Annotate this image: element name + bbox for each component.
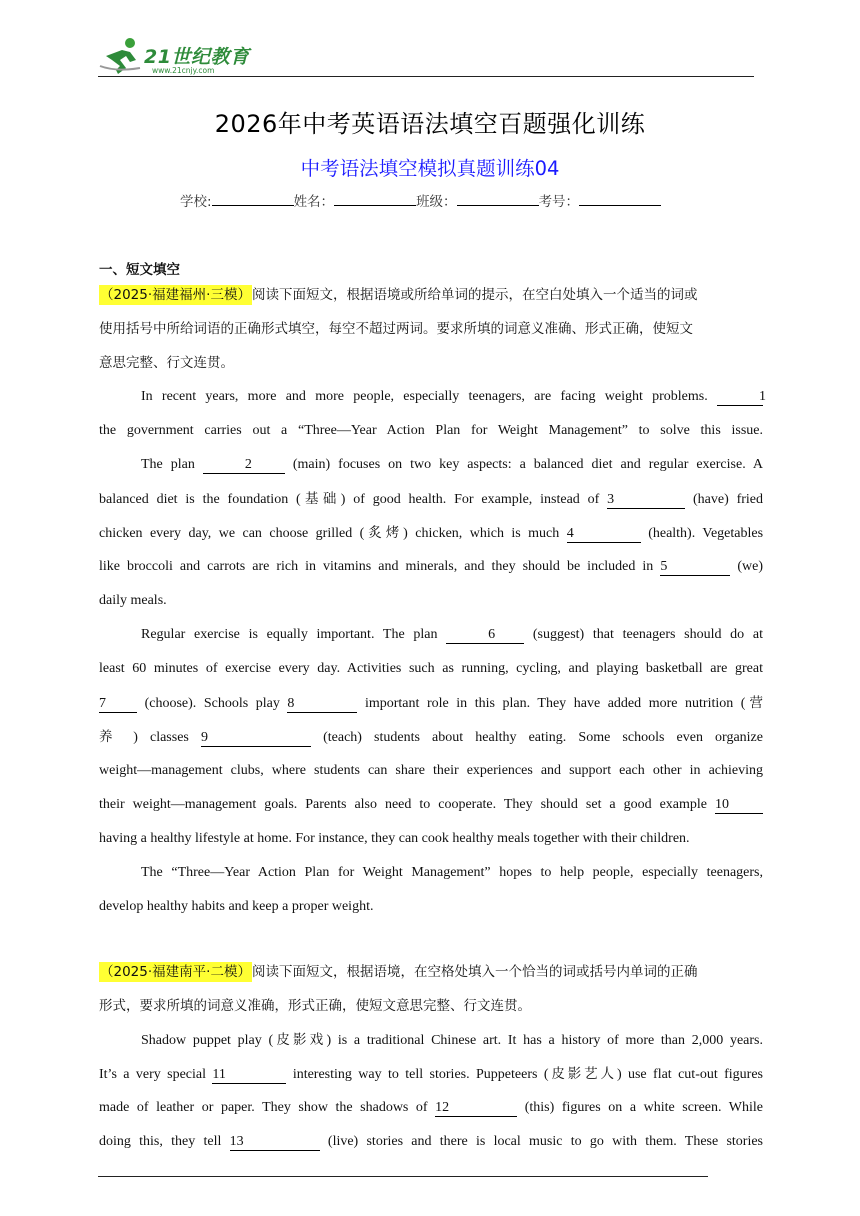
passage1-para1-line1 xyxy=(99,387,766,407)
text-segment: (we) xyxy=(737,559,764,574)
site-logo xyxy=(96,36,266,78)
text-segment: (this) figures on a white screen. While xyxy=(524,1100,764,1115)
chinese-gloss: 炙烤 xyxy=(364,525,404,541)
page-subtitle: 中考语法填空模拟真题训练04 xyxy=(300,157,560,180)
answer-blank-13[interactable]: 13 xyxy=(230,1134,320,1151)
answer-blank-3[interactable]: 3 xyxy=(607,492,685,509)
text-segment: ) of good health. For example, instead of xyxy=(340,492,600,507)
answer-blank-10[interactable]: 10 xyxy=(715,797,763,814)
chinese-gloss: 皮影艺人 xyxy=(548,1066,617,1082)
passage1-para3-line1 xyxy=(99,625,763,645)
passage1-para4-line1: The “Three—Year Action Plan for Weight Management” hopes to help people, especially teenagers, xyxy=(141,865,763,880)
page-title: 2026年中考英语语法填空百题强化训练 xyxy=(214,110,646,138)
text-segment: (teach) students about healthy eating. Some schools even organize xyxy=(323,730,763,745)
passage1-para3-line7: having a healthy lifestyle at home. For instance, they can cook healthy meals together with their children. xyxy=(99,831,690,846)
student-info-line xyxy=(180,190,661,210)
class-label: 班级： xyxy=(416,194,457,210)
answer-blank-5[interactable]: 5 xyxy=(660,559,730,576)
passage2-para1-line2 xyxy=(99,1064,763,1085)
passage1-para2-line3 xyxy=(99,523,763,544)
passage2-para1-line3 xyxy=(99,1098,763,1118)
text-segment: interesting way to tell stories. Puppeteers ( xyxy=(292,1067,549,1082)
answer-blank-9[interactable]: 9 xyxy=(201,730,311,747)
passage1-para3-line2: least 60 minutes of exercise every day. Activities such as running, cycling, and playing basketball are great xyxy=(99,661,763,676)
text-segment: (suggest) that teenagers should do at xyxy=(532,627,763,642)
text-segment: (choose). Schools play xyxy=(144,696,280,711)
logo-brand-text: 21世纪教育 xyxy=(144,46,250,68)
class-blank[interactable] xyxy=(457,193,539,206)
passage1-instruction-text1: 阅读下面短文，根据语境或所给单词的提示，在空白处填入一个适当的词或 xyxy=(251,287,698,303)
answer-blank-2[interactable]: 2 xyxy=(203,457,285,474)
text-segment: chicken every day, we can choose grilled ( xyxy=(99,526,365,541)
passage1-para3-line5: weight—management clubs, where students can share their experiences and support each other in achieving xyxy=(99,763,763,778)
passage1-para3-line4 xyxy=(99,727,763,748)
text-segment: made of leather or paper. They show the shadows of xyxy=(99,1100,428,1115)
text-segment: doing this, they tell xyxy=(99,1134,222,1149)
passage2-para1-line1 xyxy=(99,1030,763,1051)
name-blank[interactable] xyxy=(334,193,416,206)
passage2-instruction-text1: 阅读下面短文，根据语境，在空格处填入一个恰当的词或括号内单词的正确 xyxy=(251,964,698,980)
answer-blank-12[interactable]: 12 xyxy=(435,1100,517,1117)
text-segment: (live) stories and there is local music to go with them. These stories xyxy=(327,1134,764,1149)
answer-blank-6[interactable]: 6 xyxy=(446,627,524,644)
text-segment: (main) focuses on two key aspects: a balanced diet and regular exercise. A xyxy=(292,457,764,472)
passage1-para2-line4 xyxy=(99,557,763,577)
text-segment: (health). Vegetables xyxy=(648,526,764,541)
text-segment: ) classes xyxy=(133,730,189,745)
chinese-gloss: 基础 xyxy=(300,491,341,507)
text-segment: their weight—management goals. Parents also need to cooperate. They should set a good example xyxy=(99,797,708,812)
text-segment: ) use flat cut-out figures xyxy=(616,1067,764,1082)
name-label: 姓名： xyxy=(293,194,335,210)
passage1-para2-line1 xyxy=(99,455,763,475)
answer-blank-4[interactable]: 4 xyxy=(567,526,641,543)
text-segment: Regular exercise is equally important. The plan xyxy=(141,627,438,642)
passage1-source-tag: （2025·福建福州·三模） xyxy=(100,287,251,303)
header-divider xyxy=(98,76,754,77)
passage1-para1-line2: the government carries out a “Three—Year Action Plan for Weight Management” to solve this issue. xyxy=(99,423,763,438)
passage1-para2-line5: daily meals. xyxy=(99,593,167,608)
footer-divider xyxy=(98,1176,708,1177)
passage1-instruction-line1 xyxy=(99,285,763,305)
text-segment: balanced diet is the foundation ( xyxy=(99,492,301,507)
passage1-para4-line2: develop healthy habits and keep a proper weight. xyxy=(99,899,374,914)
text-segment: It’s a very special xyxy=(99,1067,207,1082)
passage1-instruction-line3: 意思完整、行文连贯。 xyxy=(99,355,234,371)
chinese-gloss: 养 xyxy=(99,729,122,745)
passage2-source-tag: （2025·福建南平·二模） xyxy=(100,964,251,980)
answer-blank-11[interactable]: 11 xyxy=(212,1067,286,1084)
section-heading: 一、短文填空 xyxy=(99,262,180,278)
text-segment: important role in this plan. They have added more nutrition ( xyxy=(364,696,746,711)
answer-blank-1[interactable]: 1 xyxy=(717,389,763,406)
chinese-gloss: 皮影戏 xyxy=(273,1032,327,1048)
text-segment: ) is a traditional Chinese art. It has a history of more than 2,000 years. xyxy=(326,1033,763,1048)
exam-number-blank[interactable] xyxy=(579,193,661,206)
passage1-para3-line6 xyxy=(99,795,763,815)
text-segment: ) chicken, which is much xyxy=(403,526,560,541)
exam-number-label: 考号： xyxy=(538,194,580,210)
text-segment: (have) fried xyxy=(693,492,764,507)
passage2-para1-line4 xyxy=(99,1132,763,1152)
school-blank[interactable] xyxy=(212,193,294,206)
passage2-instruction-line2: 形式，要求所填的词意义准确，形式正确，使短文意思完整、行文连贯。 xyxy=(99,998,531,1014)
runner-logo-icon xyxy=(96,36,146,78)
logo-url-text: www.21cnjy.com xyxy=(152,66,215,75)
passage1-para3-line3 xyxy=(99,693,763,714)
text-segment: In recent years, more and more people, especially teenagers, are facing weight problems. xyxy=(141,389,708,404)
school-label: 学校: xyxy=(180,194,212,210)
text-segment: like broccoli and carrots are rich in vitamins and minerals, and they should be included in xyxy=(99,559,654,574)
passage1-para2-line2 xyxy=(99,489,763,510)
chinese-gloss: 营 xyxy=(745,695,764,711)
text-segment: Shadow puppet play ( xyxy=(141,1033,274,1048)
answer-blank-8[interactable]: 8 xyxy=(287,696,357,713)
passage2-instruction-line1 xyxy=(99,962,763,982)
text-segment: The plan xyxy=(141,457,195,472)
answer-blank-7[interactable]: 7 xyxy=(99,696,137,713)
passage1-instruction-line2: 使用括号中所给词语的正确形式填空，每空不超过两词。要求所填的词意义准确、形式正确，使短文 xyxy=(99,321,693,337)
